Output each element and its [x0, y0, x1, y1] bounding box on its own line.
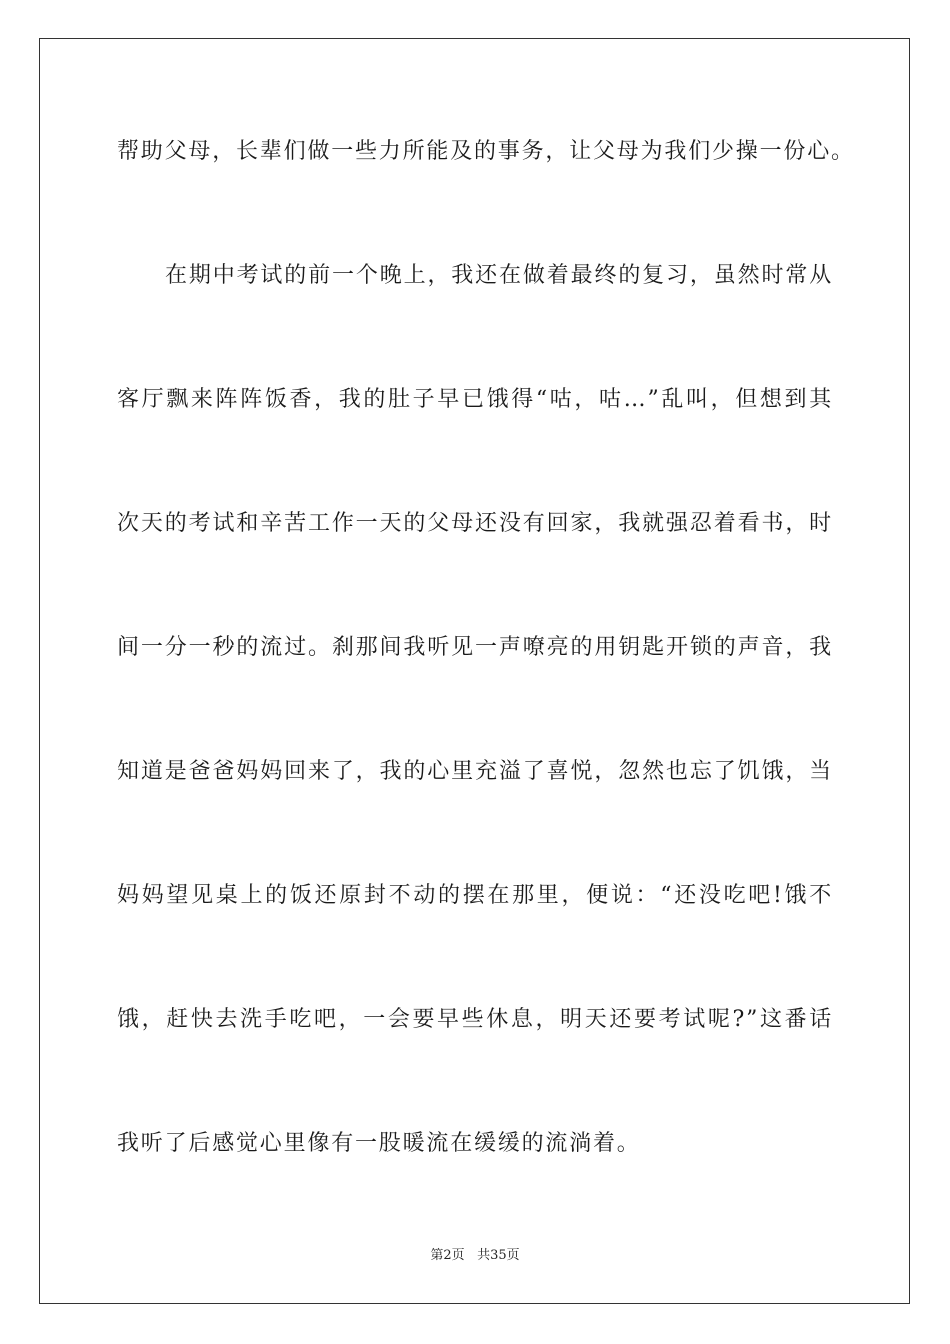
page-total: 共35页 [477, 1248, 520, 1263]
paragraph-first-line: 在期中考试的前一个晚上，我还在做着最终的复习，虽然时常从 [165, 263, 833, 288]
text-line-8: 饿，赶快去洗手吃吧，一会要早些休息，明天还要考试呢?”这番话 [117, 1007, 833, 1032]
text-line-7: 妈妈望见桌上的饭还原封不动的摆在那里，便说：“还没吃吧!饿不 [117, 883, 833, 908]
page-frame [39, 38, 910, 1304]
text-line-3: 客厅飘来阵阵饭香，我的肚子早已饿得“咕，咕…”乱叫，但想到其 [117, 387, 833, 412]
text-line-6: 知道是爸爸妈妈回来了，我的心里充溢了喜悦，忽然也忘了饥饿，当 [117, 759, 833, 784]
text-line-4: 次天的考试和辛苦工作一天的父母还没有回家，我就强忍着看书，时 [117, 511, 833, 536]
text-line-5: 间一分一秒的流过。刹那间我听见一声嘹亮的用钥匙开锁的声音，我 [117, 635, 833, 660]
text-line-9: 我听了后感觉心里像有一股暖流在缓缓的流淌着。 [117, 1131, 641, 1156]
page-footer [0, 1247, 950, 1265]
page-number: 第2页 [430, 1248, 465, 1263]
text-line-1: 帮助父母，长辈们做一些力所能及的事务，让父母为我们少操一份心。 [117, 139, 855, 164]
